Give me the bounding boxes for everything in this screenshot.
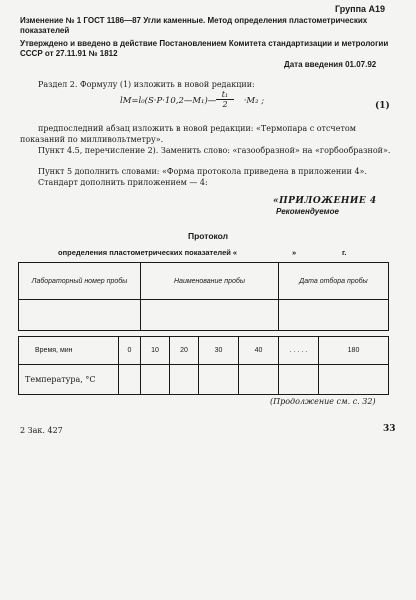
paragraph-section-2: Раздел 2. Формулу (1) изложить в новой редакции:	[38, 80, 255, 89]
appendix-recommended: Рекомендуемое	[276, 207, 339, 216]
table-header-row	[19, 263, 389, 300]
formula-numerator: t₁	[216, 90, 234, 100]
header-lab-number: Лабораторный номер пробы	[19, 263, 141, 300]
temperature-label: Температура, °С	[19, 365, 119, 395]
change-title: Изменение № 1 ГОСТ 1186—87 Угли каменные. Метод определения пластометрических показателей	[20, 16, 368, 35]
paragraph-thermocouple: предпоследний абзац изложить в новой редакции: «Термопара с отсчетом показаний по милливольтметру».	[20, 124, 356, 144]
formula	[120, 90, 265, 109]
time-value: 10	[141, 337, 170, 365]
time-value: 20	[170, 337, 199, 365]
header-sample-name: Наименование пробы	[141, 263, 279, 300]
formula-fraction	[216, 90, 234, 109]
protocol-year: г.	[342, 248, 347, 257]
time-value: . . . . .	[279, 337, 319, 365]
formula-number: (1)	[375, 101, 390, 111]
formula-denominator: 2	[222, 100, 228, 109]
time-value: 40	[239, 337, 279, 365]
formula-tail: ·M₂ ;	[243, 96, 265, 106]
paragraph-appendix: Стандарт дополнить приложением — 4:	[38, 178, 208, 187]
formula-main: lM=l₀(S·P·10,2—M₁)—	[120, 96, 217, 106]
appendix-title: «ПРИЛОЖЕНИЕ 4	[273, 196, 377, 206]
approval-line: Утверждено и введено в действие Постановлением Комитета стандартизации и метрологии СССР от 27.11.91 № 1812	[20, 39, 389, 58]
effective-date: Дата введения 01.07.92	[284, 60, 377, 69]
time-label: Время, мин	[19, 337, 119, 365]
protocol-subtitle-text: определения пластометрических показателей «	[58, 248, 238, 257]
protocol-title: Протокол	[188, 231, 229, 241]
table-temperature-row	[19, 365, 389, 395]
table-blank-row	[19, 300, 389, 331]
order-number: 2 Зак. 427	[20, 426, 63, 435]
protocol-subtitle	[58, 248, 347, 257]
table-time-row	[19, 337, 389, 365]
page-number: 33	[383, 424, 396, 434]
continued-note: (Продолжение см. с. 32)	[270, 397, 376, 406]
protocol-table	[18, 262, 389, 395]
time-value: 30	[199, 337, 239, 365]
header-sample-date: Дата отбора пробы	[279, 263, 389, 300]
time-value: 0	[119, 337, 141, 365]
time-value: 180	[319, 337, 389, 365]
protocol-quote-close: »	[292, 248, 297, 257]
paragraph-point-4-5: Пункт 4.5, перечисление 2). Заменить слово: «газообразной» на «горбообразной».	[38, 146, 391, 155]
paragraph-point-5: Пункт 5 дополнить словами: «Форма протокола приведена в приложении 4».	[38, 167, 367, 176]
group-label: Группа А19	[335, 4, 386, 14]
